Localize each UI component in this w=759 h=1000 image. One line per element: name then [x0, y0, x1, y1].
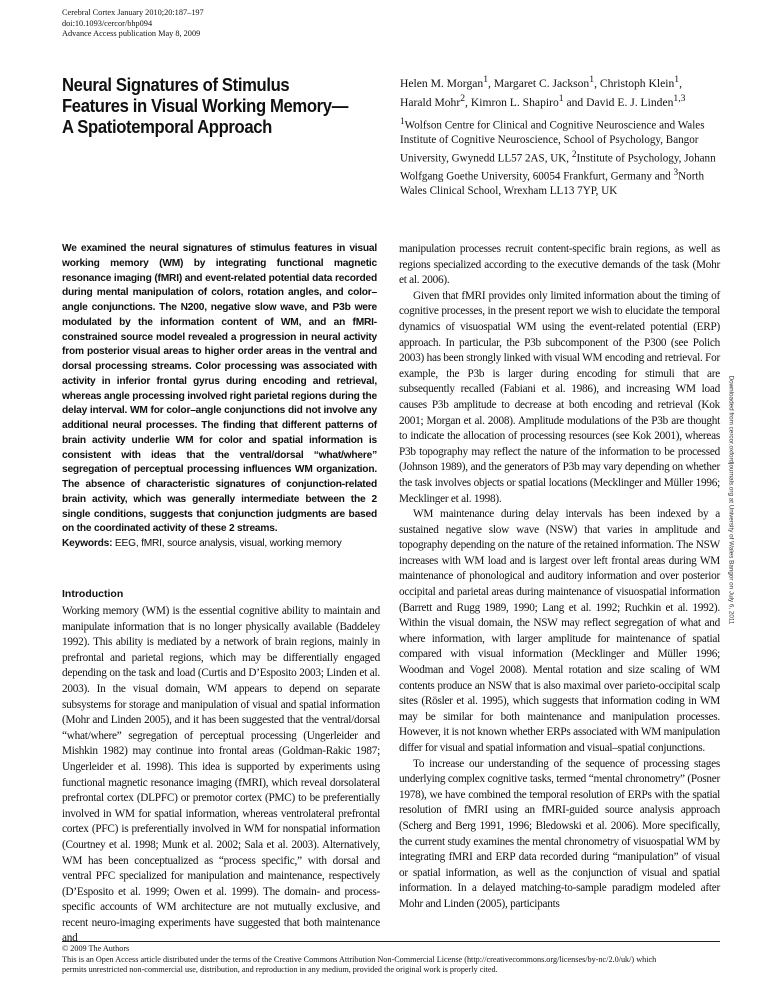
copyright: © 2009 The Authors	[62, 944, 130, 953]
license-line: This is an Open Access article distributed under the terms of the Creative Commons Attribution Non-Commercial License (http://creativecommons.org/licenses/by-nc/2.0/uk/) which	[62, 954, 657, 964]
footer-divider	[62, 941, 720, 942]
body-text-left-column: Working memory (WM) is the essential cognitive ability to maintain and manipulate information that is no longer physically available (Baddeley 1992). This ability is mediated by a network of brain regions, mainly in prefrontal and parietal regions, which may be differentially engaged depending on the task and load (Curtis and D’Esposito 2003; Linden et al. 2003). In the visual domain, WM appears to depend on separate subsystems for storage and manipulation of visual and spatial information (Mohr and Linden 2005), and it has been suggested that the ventral/dorsal “what/where” segregation of perceptual processing (Ungerleider and Mishkin 1982) may continue into frontal areas (Goldman-Rakic 1987; Ungerleider et al. 1998). This idea is supported by experiments using functional magnetic resonance imaging (fMRI), which reveal dorsolateral prefrontal cortex (DLPFC) or premotor cortex (PMC) to be preferentially involved in WM for spatial information, whereas ventrolateral prefrontal cortex (PFC) is preferentially involved in WM for nonspatial information (Courtney et al. 1998; Munk et al. 2002; Sala et al. 2003). Alternatively, WM has been conceptualized as “process specific,” with dorsal and ventral PFC specialized for manipulation and maintenance, respectively (D’Esposito et al. 1999; Owen et al. 1999). The domain- and process-specific accounts of WM architecture are not mutually exclusive, and recent neuro-imaging experiments have suggested that both maintenance and	[62, 605, 380, 945]
article-title: Neural Signatures of Stimulus Features in Visual Working Memory—A Spatiotemporal Approach	[62, 74, 349, 137]
author-sup: 1	[589, 74, 595, 85]
paragraph: Given that fMRI provides only limited information about the timing of cognitive processes, in the present report we wish to elucidate the temporal dynamics of visuospatial WM using the event-related potential (ERP) approach. In particular, the P3b subcomponent of the P300 (see Polich 2003) has been strongly linked with visual WM encoding and retrieval. For example, the P3b is larger during encoding for stimuli that are subsequently recalled (Fabiani et al. 1986), and increasing WM load causes P3b amplitude to decrease at both encoding and retrieval (Kok 2001; Morgan et al. 2008). Amplitude modulations of the P3b are thought to indicate the allocation of processing resources (see Kok 2001), whereas P3b topography may reflect the nature of the information to be processed (Johnson 1989), and the generators of P3b may vary depending on whether the task involves objects or spatial locations (Mecklinger and Müller 1996; Mecklinger et al. 1998).	[399, 289, 720, 505]
author-sup: 1,3	[673, 92, 686, 104]
keywords-label: Keywords:	[62, 538, 113, 549]
paragraph: manipulation processes recruit content-specific brain regions, as well as regions specialized according to the executive demands of the task (Mohr et al. 2006).	[399, 243, 720, 287]
author-sup: 2	[460, 92, 466, 104]
license-line: permits unrestricted non-commercial use, distribution, and reproduction in any medium, provided the original work is properly cited.	[62, 965, 498, 975]
author: Christoph Klein	[599, 76, 675, 90]
affiliation: Institute of Psychology, Johann Wolfgang Goethe University, 60054 Frankfurt, Germany and	[400, 152, 716, 183]
footer	[62, 944, 720, 976]
citation: Cerebral Cortex January 2010;20:187–197	[62, 8, 204, 17]
author: Helen M. Morgan	[400, 76, 484, 90]
download-watermark: Downloaded from cercor.oxfordjournals.org at University of Wales Bangor on July 6, 2011	[727, 375, 735, 625]
keywords-text: EEG, fMRI, source analysis, visual, working memory	[112, 538, 342, 549]
author: Kimron L. Shapiro	[470, 95, 559, 109]
author-list: Helen M. Morgan$^1$, Margaret C. Jackson$^1$, Christoph Klein$^1$, Harald Mohr$^2$, Kimron L. Shapiro$^1$ and David E. J. Linden$^{1,3}$	[400, 74, 686, 109]
advance-access: Advance Access publication May 8, 2009	[62, 29, 201, 39]
paragraph: WM maintenance during delay intervals has been indexed by a sustained negative slow wave (NSW) that varies in amplitude and topography depending on the nature of the retained information. The NSW increases with WM load and is largest over left frontal areas during WM maintenance of phonological and auditory information and over posterior occipital and parietal areas during maintenance of visuospatial information (Barrett and Rugg 1989, 1990; Lang et al. 1992; Ruchkin et al. 1992). Within the visual domain, the NSW may reflect segregation of what and where information, with larger amplitude for maintenance of spatial compared with visual information (Mecklinger and Müller 1996; Woodman and Vogel 2008). Mental rotation and size scaling of WM contents produce an NSW that is also maximal over parieto-occipital scalp sites (Rösler et al. 1995), which suggests that information coding in WM may be similar for both maintenance and manipulation processes. However, it is not known whether ERPs associated with WM manipulation differ for visual and spatial information and visual–spatial conjunctions.	[399, 508, 720, 754]
author-sup: 1	[674, 74, 680, 85]
author: David E. J. Linden	[586, 95, 674, 109]
author: Margaret C. Jackson	[493, 76, 590, 90]
author-sup: 1	[483, 74, 489, 85]
affiliation: North Wales Clinical School, Wrexham LL13 7YP, UK	[400, 170, 705, 198]
abstract: We examined the neural signatures of stimulus features in visual working memory (WM) by integrating functional magnetic resonance imaging (fMRI) and event-related potential data recorded during mental manipulation of colors, rotation angles, and color–angle conjunctions. The N200, negative slow wave, and P3b were modulated by the information content of WM, and an fMRI-constrained source model revealed a progression in neural activity from posterior visual areas to higher order areas in the ventral and dorsal processing streams. Color processing was associated with activity in inferior frontal gyrus during encoding and retrieval, whereas angle processing involved right parietal regions during the delay interval. WM for color–angle conjunctions did not involve any additional neural processes. The finding that different patterns of brain activity underlie WM for color and spatial information is consistent with ideas that the ventral/dorsal “what/where” segregation of perceptual processing influences WM organization. The absence of characteristic signatures of conjunction-related brain activity, which was generally intermediate between the 2 single conditions, suggests that conjunction judgments are based on the coordinated activity of these 2 streams.	[62, 243, 377, 535]
body-text-right-column	[399, 242, 720, 913]
journal-header	[62, 8, 204, 40]
affiliation: Wolfson Centre for Clinical and Cognitive Neuroscience and Wales Institute of Cognitive Neuroscience, School of Psychology, Bangor University, Gwynedd LL57 2AS, UK,	[400, 119, 705, 165]
affiliations: $^1$Wolfson Centre for Clinical and Cognitive Neuroscience and Wales Institute of Cognitive Neuroscience, School of Psychology, Bangor University, Gwynedd LL57 2AS, UK, $^2$Institute of Psychology, Johann Wolfgang Goethe University, 60054 Frankfurt, Germany and $^3$North Wales Clinical School, Wrexham LL13 7YP, UK	[400, 117, 716, 198]
doi: doi:10.1093/cercor/bhp094	[62, 18, 153, 28]
paragraph: To increase our understanding of the sequence of processing stages underlying complex cognitive tasks, termed “mental chronometry” (Posner 1978), we have combined the temporal resolution of ERPs with the spatial resolution of fMRI using an fMRI-guided source analysis approach (Scherg and Berg 1991, 1996; Bledowski et al. 2006). More specifically, the current study examines the mental chronometry of visuospatial WM by integrating fMRI and ERP data recorded during “manipulation” of visual or spatial information, as well as the conjunction of visual and spatial information. In a delayed matching-to-sample paradigm modeled after Mohr and Linden (2005), participants	[399, 757, 720, 910]
author-sup: 1	[558, 92, 564, 104]
author: Harald Mohr	[400, 95, 461, 109]
keywords	[62, 537, 377, 550]
section-heading-introduction: Introduction	[62, 588, 124, 600]
